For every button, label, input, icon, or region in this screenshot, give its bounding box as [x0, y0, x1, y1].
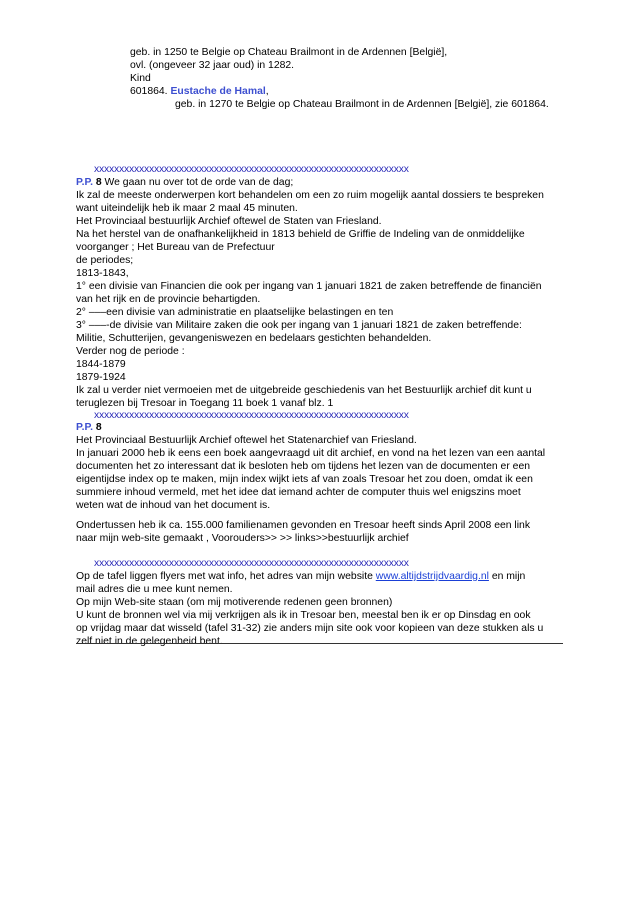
- genealogy-birth-line: geb. in 1250 te Belgie op Chateau Brailmont in de Ardennen [België],: [130, 47, 448, 58]
- text-line: Het Provinciaal Bestuurlijk Archief oftewel het Statenarchief van Friesland.: [76, 435, 417, 446]
- text-line: Het Provinciaal bestuurlijk Archief oftewel de Staten van Friesland.: [76, 216, 382, 227]
- child-comma: ,: [265, 86, 269, 97]
- text-line: In januari 2000 heb ik eens een boek aangevraagd uit dit archief, en vond na het lezen van een aantal: [76, 448, 546, 459]
- text-line: 3° –––-de divisie van Militaire zaken die ook per ingang van 1 januari 1821 de zaken betreffende:: [76, 320, 522, 331]
- text-line: Na het herstel van de onafhankelijkheid in 1813 behield de Griffie de Indeling van de onmiddelijke: [76, 229, 525, 240]
- text-line: Militie, Schutterijen, gevangeniswezen en bedelaars gestichten behandelden.: [76, 333, 432, 344]
- text-line: Ondertussen heb ik ca. 155.000 familienamen gevonden en Tresoar heeft sinds April 2008 een link: [76, 520, 531, 531]
- child-id: 601864.: [130, 86, 168, 97]
- text-line: voorganger ; Het Bureau van de Prefectuur: [76, 242, 275, 253]
- text-line: Ik zal u verder niet vermoeien met de uitgebreide geschiedenis van het Bestuurlijk archief dit kunt u: [76, 385, 532, 396]
- separator-line: xxxxxxxxxxxxxxxxxxxxxxxxxxxxxxxxxxxxxxxxxxxxxxxxxxxxxxxxxxxxxxx: [94, 558, 409, 569]
- text-line: summiere inhoud vermeld, met het idee dat iemand achter de computer thuis wel enigszins moet: [76, 487, 521, 498]
- text-line: weten wat de inhoud van het document is.: [76, 500, 271, 511]
- text-line: 1844-1879: [76, 359, 126, 370]
- text-line: zelf niet in de gelegenheid bent.: [76, 636, 223, 647]
- text-line: documenten het zo interessant dat ik besloten heb om tijdens het lezen van de documenten er een: [76, 461, 531, 472]
- pp-label: P.P.: [76, 422, 93, 433]
- section1-heading: [76, 176, 293, 189]
- text-line: Op mijn Web-site staan (om mij motiverende redenen geen bronnen): [76, 597, 393, 608]
- text-line: U kunt de bronnen wel via mij verkrijgen als ik in Tresoar ben, meestal ben ik er op Dinsdag en ook: [76, 610, 531, 621]
- text-line: teruglezen bij Tresoar in Toegang 11 boek 1 vanaf blz. 1: [76, 398, 334, 409]
- child-name: Eustache de Hamal: [170, 86, 266, 97]
- website-link[interactable]: www.altijdstrijdvaardig.nl: [375, 571, 489, 582]
- bottom-rule: [76, 643, 563, 644]
- text-segment: en mijn: [488, 571, 526, 582]
- pp-label: P.P.: [76, 177, 93, 188]
- genealogy-death-line: ovl. (ongeveer 32 jaar oud) in 1282.: [130, 60, 295, 71]
- text-segment: Op de tafel liggen flyers met wat info, het adres van mijn website: [76, 571, 376, 582]
- text-line: 1813-1843,: [76, 268, 129, 279]
- section2-heading: [76, 421, 102, 434]
- text-line: Ik zal de meeste onderwerpen kort behandelen om een zo ruim mogelijk aantal dossiers te bespreken: [76, 190, 544, 201]
- text-line: van het rijk en de provincie behartigden.: [76, 294, 261, 305]
- section1-lead: We gaan nu over tot de orde van de dag;: [101, 177, 294, 188]
- text-line: op vrijdag maar dat wisseld (tafel 31-32) zie anders mijn site ook voor kopieen van deze stukken als u: [76, 623, 544, 634]
- text-line: Verder nog de periode :: [76, 346, 185, 357]
- text-line: de periodes;: [76, 255, 134, 266]
- text-line-with-link: [76, 570, 525, 583]
- text-line: naar mijn web-site gemaakt , Voorouders>> >> links>>bestuurlijk archief: [76, 533, 409, 544]
- text-line: 1879-1924: [76, 372, 126, 383]
- text-line: eigentijdse index op te maken, mijn index wijkt iets af van zoals Tresoar het zou doen, omdat ik een: [76, 474, 533, 485]
- genealogy-child-birth: geb. in 1270 te Belgie op Chateau Brailmont in de Ardennen [België], zie 601864.: [175, 99, 549, 110]
- genealogy-child-heading: Kind: [130, 73, 151, 84]
- text-line: 1° een divisie van Financien die ook per ingang van 1 januari 1821 de zaken betreffende de financiën: [76, 281, 542, 292]
- pp-number: 8: [92, 177, 102, 188]
- text-line: 2° –––een divisie van administratie en plaatselijke belastingen en ten: [76, 307, 394, 318]
- separator-line: xxxxxxxxxxxxxxxxxxxxxxxxxxxxxxxxxxxxxxxxxxxxxxxxxxxxxxxxxxxxxxx: [94, 410, 409, 421]
- text-line: mail adres die u mee kunt nemen.: [76, 584, 233, 595]
- pp-number: 8: [92, 422, 102, 433]
- separator-line: xxxxxxxxxxxxxxxxxxxxxxxxxxxxxxxxxxxxxxxxxxxxxxxxxxxxxxxxxxxxxxx: [94, 164, 409, 175]
- genealogy-child-line: [130, 85, 269, 98]
- text-line: want uiteindelijk heb ik maar 2 maal 45 minuten.: [76, 203, 298, 214]
